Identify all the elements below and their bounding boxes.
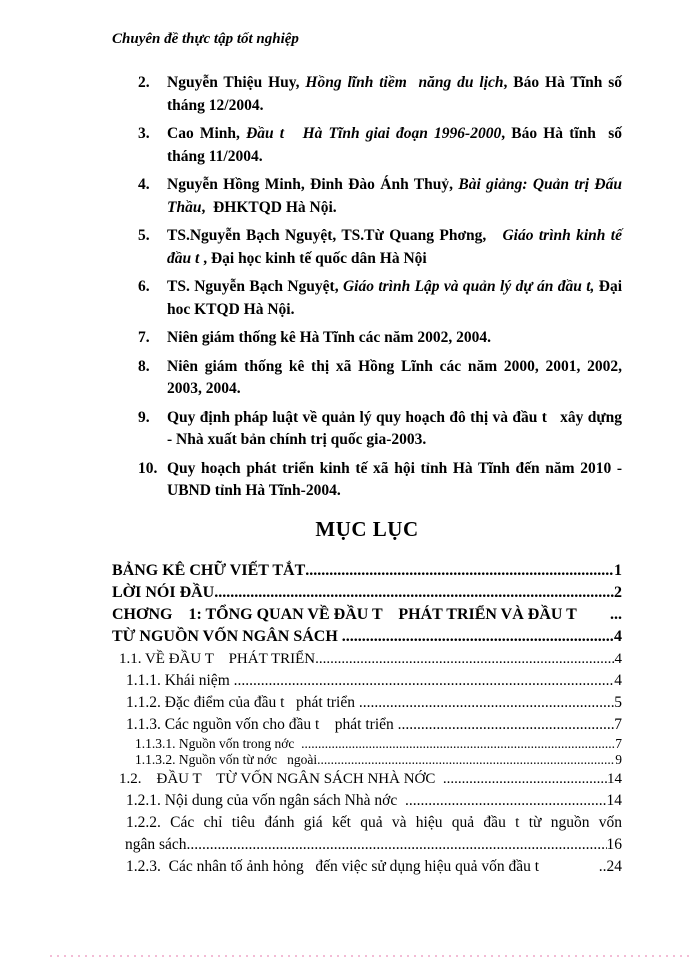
reference-text — [167, 227, 626, 267]
reference-segment: TS. Nguyễn Bạch Nguyệt, — [167, 278, 343, 295]
toc-entry[interactable] — [126, 692, 622, 714]
toc-page-number: 16 — [606, 835, 622, 853]
toc-page-number: ..24 — [598, 857, 622, 875]
toc-entry-label: 1.2. ĐẦU T TỪ VỐN NGÂN SÁCH NHÀ NỚC — [119, 770, 443, 787]
reference-item — [112, 356, 626, 401]
toc-entry-label: 1.1.3.1. Nguồn vốn trong nớc — [135, 735, 302, 751]
reference-segment: Cao Minh, — [167, 125, 247, 142]
toc-entry[interactable] — [119, 768, 622, 790]
toc-page-number: 14 — [607, 770, 622, 787]
reference-item — [112, 174, 626, 219]
toc-page-number: 7 — [615, 735, 622, 751]
reference-number: 7. — [138, 329, 150, 346]
toc-entry-label: 1.1.2. Đặc điểm của đầu t phát triển — [126, 693, 359, 711]
reference-segment: Hồng lĩnh tiềm năng du lịch — [305, 74, 504, 91]
toc-page-number: 4 — [614, 671, 622, 689]
reference-segment: Giáo trình kinh tế đầu t — [167, 227, 626, 267]
toc-page-number: 7 — [614, 715, 622, 733]
toc-dot-leader — [187, 834, 607, 856]
toc-page-number: 4 — [614, 627, 622, 645]
reference-text — [167, 125, 626, 165]
reference-number: 9. — [138, 408, 150, 426]
toc-title: MỤC LỤC — [315, 516, 419, 541]
toc-page-number: 9 — [615, 751, 622, 767]
toc-entry-label: 1.2.2. Các chỉ tiêu đánh giá kết quả và hiệu quả đầu t từ nguồn vốn — [126, 813, 622, 831]
toc-page-number: 14 — [606, 791, 622, 809]
reference-number: 4. — [138, 176, 150, 193]
footer-dotted-divider — [50, 955, 694, 957]
reference-list — [112, 72, 626, 503]
reference-text — [167, 460, 626, 500]
reference-segment: Giáo trình Lập và quản lý dự án đầu t, — [342, 278, 595, 295]
toc-entry[interactable] — [112, 626, 622, 648]
reference-segment: , Đại học kinh tế quốc dân Hà Nội — [199, 249, 427, 267]
reference-number: 2. — [138, 74, 150, 91]
toc-page-number: 1 — [614, 561, 622, 579]
reference-segment: TS.Nguyễn Bạch Nguyệt, TS.Từ Quang Phơng, — [167, 227, 503, 244]
toc-entry[interactable] — [135, 752, 622, 768]
toc-entry-label: ngân sách — [125, 835, 187, 853]
toc-page-number: 5 — [614, 693, 622, 711]
reference-text — [167, 409, 626, 449]
toc-dot-leader — [305, 560, 614, 582]
reference-segment: Niên giám thống kê Hà Tĩnh các năm 2002, 2004. — [167, 329, 491, 346]
toc-entry[interactable] — [126, 856, 622, 878]
reference-segment: Nguyễn Hồng Minh, Đinh Đào Ánh Thuỷ, — [167, 176, 459, 193]
toc-entry[interactable] — [126, 714, 622, 736]
reference-number: 10. — [138, 459, 158, 477]
toc-dot-leader — [405, 790, 607, 812]
reference-text — [167, 74, 626, 114]
reference-item — [112, 276, 626, 321]
reference-segment: Quy hoạch phát triển kinh tế xã hội tỉnh Hà Tĩnh đến năm 2010 - UBND tỉnh Hà Tĩnh-2004. — [167, 459, 626, 499]
reference-item — [112, 123, 626, 168]
toc-entry[interactable] — [119, 648, 622, 670]
page-header-running-title: Chuyên đề thực tập tốt nghiệp — [112, 31, 299, 47]
toc-dot-leader — [315, 648, 614, 670]
toc-dot-leader — [398, 714, 615, 736]
toc-entry[interactable] — [112, 560, 622, 582]
toc-page-number: 2 — [614, 583, 622, 601]
reference-segment: Nguyễn Thiệu Huy, — [167, 74, 306, 91]
reference-segment: Bài giảng: Quản trị Đấu Thầu — [167, 176, 626, 216]
reference-text — [167, 278, 626, 318]
reference-number: 8. — [138, 357, 150, 375]
reference-number: 6. — [138, 278, 150, 295]
toc-dot-leader — [443, 768, 607, 790]
reference-item — [112, 72, 626, 117]
toc-entry[interactable] — [126, 670, 622, 692]
toc-dot-leader — [214, 582, 614, 604]
reference-number: 3. — [138, 125, 150, 142]
reference-item — [112, 407, 626, 452]
toc-entry-label: 1.2.1. Nội dung của vốn ngân sách Nhà nớc — [126, 791, 405, 809]
toc-dot-leader — [342, 626, 614, 648]
reference-segment: Niên giám thống kê thị xã Hồng Lĩnh các năm 2000, 2001, 2002, 2003, 2004. — [167, 357, 626, 397]
toc-dot-leader — [359, 692, 614, 714]
reference-text — [167, 176, 626, 216]
reference-segment: , Báo Hà tĩnh số tháng 11/2004. — [167, 125, 626, 165]
toc-entry-label: BẢNG KÊ CHỮ VIẾT TẮT — [112, 561, 306, 579]
toc-dot-leader — [234, 670, 615, 692]
toc-page-number: 4 — [614, 650, 622, 667]
toc-entry[interactable] — [135, 736, 622, 752]
toc-entry-label: 1.1. VỀ ĐẦU T PHÁT TRIỂN — [119, 650, 316, 667]
toc-entry[interactable] — [126, 812, 622, 834]
reference-number: 5. — [138, 227, 150, 244]
toc-page-number: ... — [610, 605, 622, 623]
toc-entry-label: 1.1.3.2. Nguồn vốn từ nớc ngoài — [135, 751, 318, 767]
toc-dot-leader — [317, 752, 615, 768]
toc-entry-label: CHƠNG 1: TỔNG QUAN VỀ ĐẦU T PHÁT TRIỂN VÀ ĐẦU T — [112, 605, 577, 623]
toc-entry-label: 1.1.1. Khái niệm — [126, 671, 234, 689]
reference-item — [112, 458, 626, 503]
toc-entry[interactable] — [112, 604, 622, 626]
reference-segment: , Báo Hà Tĩnh số tháng 12/2004. — [167, 74, 626, 114]
toc-entry[interactable] — [126, 790, 622, 812]
toc-entry[interactable] — [125, 834, 622, 856]
toc-entry-label: LỜI NÓI ĐẦU — [112, 583, 215, 601]
reference-segment: Quy định pháp luật về quản lý quy hoạch đô thị và đầu t xây dựng - Nhà xuất bản chính trị quốc gia-2003. — [167, 408, 626, 448]
reference-segment: Đại hoc KTQD Hà Nội. — [167, 278, 626, 318]
toc-entry-label: TỪ NGUỒN VỐN NGÂN SÁCH — [112, 627, 342, 645]
reference-item — [112, 327, 622, 350]
reference-text — [167, 329, 491, 346]
reference-item — [112, 225, 626, 270]
reference-segment: Đầu t Hà Tĩnh giai đoạn 1996-2000 — [246, 125, 502, 142]
reference-text — [167, 358, 626, 398]
toc-dot-leader — [301, 736, 615, 752]
toc-entry-label: 1.2.3. Các nhân tố ảnh hỏng đến việc sử dụng hiệu quả vốn đầu t — [126, 857, 540, 875]
toc-entry-label: 1.1.3. Các nguồn vốn cho đầu t phát triển — [126, 715, 398, 733]
table-of-contents — [112, 560, 622, 878]
toc-entry[interactable] — [112, 582, 622, 604]
reference-segment: , ĐHKTQD Hà Nội. — [201, 198, 337, 216]
